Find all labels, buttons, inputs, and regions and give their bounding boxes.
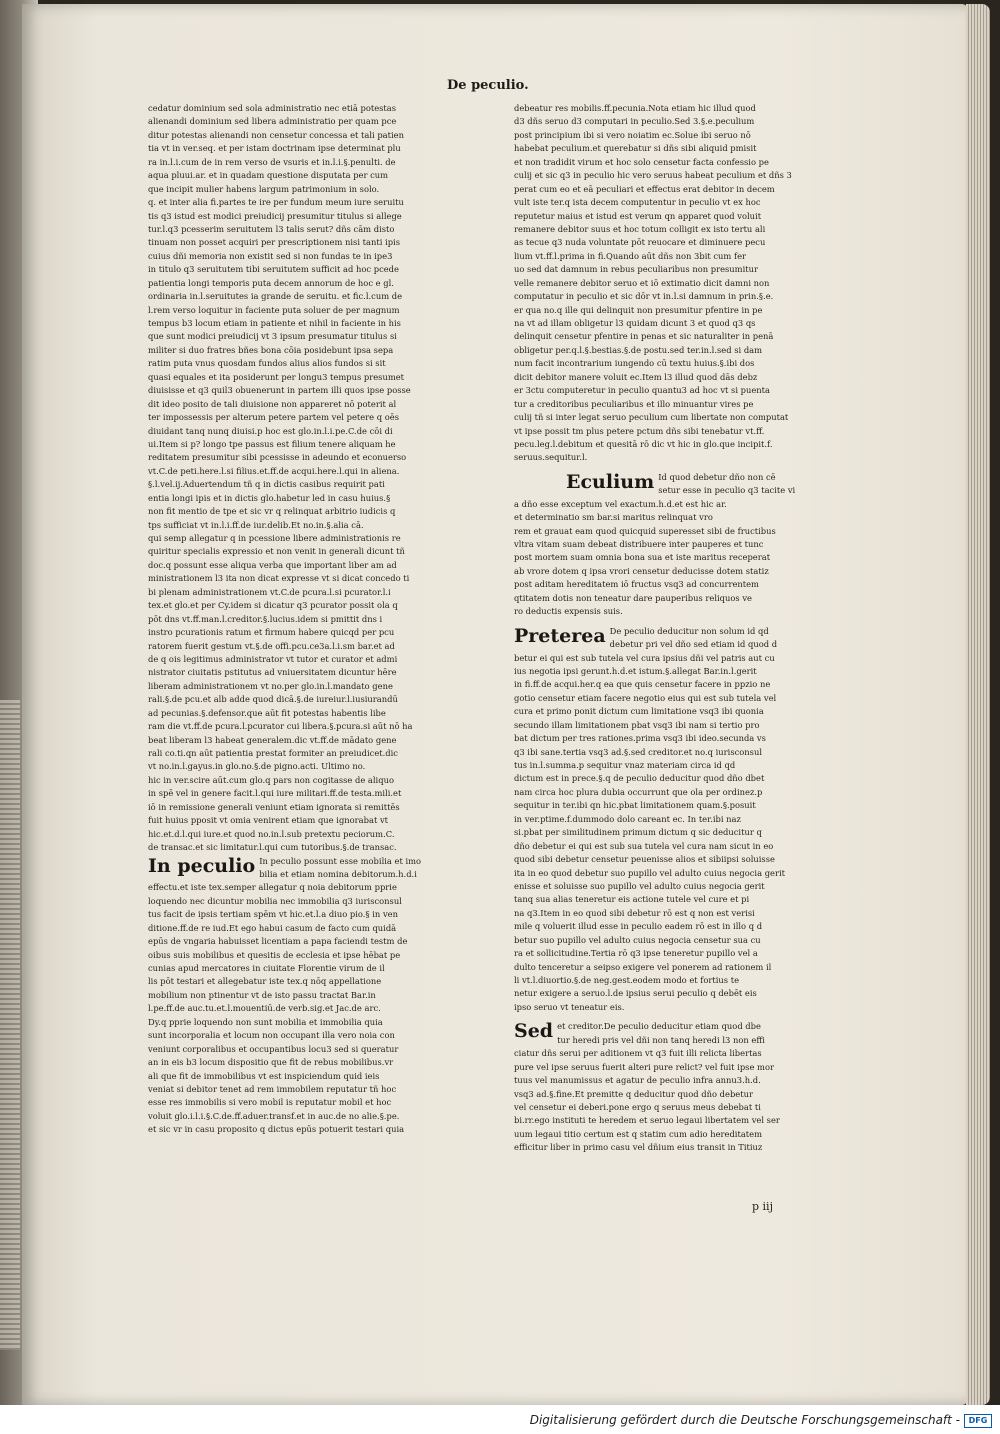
text-line: cuius dñi memoria non existit sed si non fundas te in ipe3 <box>148 250 393 261</box>
heading-line: tur heredi pris vel dñi non tanq heredi l3 non effi <box>557 1034 765 1045</box>
sed-lines <box>514 1047 822 1155</box>
right-text-column <box>514 102 822 1190</box>
text-line: in fi.ff.de acqui.her.q ea que quis censetur facere in ppzio ne <box>514 679 771 690</box>
text-line: vltra vitam suam debeat distribuere inter pauperes et tunc <box>514 539 764 549</box>
text-line: computatur in peculio et sic dōr vt in.l.si damnum in prin.§.e. <box>514 291 774 302</box>
text-line: vt ipse possit tm plus petere pctum dñs sibi tenebatur vt.ff. <box>514 425 765 436</box>
text-line: delinquit censetur pfentire in penas et sic naturaliter in penā <box>514 331 774 342</box>
text-line: lis pōt testari et allegebatur iste tex.q nōq appellatione <box>148 976 382 987</box>
text-line: tus facit de ipsis tertiam spēm vt hic.et.l.a diuo pio.§ in ven <box>148 909 398 920</box>
text-line: rem et grauat eam quod quicquid superesset sibi de fructibus <box>514 525 776 536</box>
text-line: d3 dñs seruo d3 computari in peculio.Sed 3.§.e.peculium <box>514 116 755 127</box>
text-line: debeatur res mobilis.ff.pecunia.Nota etiam hic illud quod <box>514 103 756 113</box>
text-line: quod sibi debetur censetur peuenisse alios et sibiipsi soluisse <box>514 854 775 865</box>
text-line: in ver.ptime.f.dummodo dolo careant ec. In ter.ibi naz <box>514 813 741 824</box>
text-line: ali que fit de immobilibus vt est inspiciendum quid ieis <box>148 1070 380 1081</box>
funding-notice: Digitalisierung gefördert durch die Deutsche Forschungsgemeinschaft - <box>529 1413 960 1427</box>
left-text-column <box>148 102 460 1202</box>
in-peculio-lines <box>148 881 460 1136</box>
text-line: ita in eo quod debetur suo pupillo vel adulto cuius negocia gerit <box>514 867 785 878</box>
section-in-peculio <box>148 855 460 1137</box>
text-line: enisse et soluisse suo pupillo vel adulto cuius negocia gerit <box>514 880 765 891</box>
text-line: ad pecunias.§.defensor.que aūt fit potestas habentis libe <box>148 707 386 718</box>
text-line: nistrator ciuitatis pstitutus ad vniuersitatem dicuntur hēre <box>148 667 397 678</box>
section-heading-preterea: Preterea <box>514 624 606 647</box>
text-line: tuus vel manumissus et agatur de peculio infra annu3.h.d. <box>514 1075 761 1086</box>
text-line: lium vt.ff.l.prima in fi.Quando aūt dñs non 3bit cum fer <box>514 250 746 261</box>
text-line: ui.Item si p? longo tpe passus est filium tenere aliquam he <box>148 438 396 449</box>
eculium-lines <box>514 498 822 619</box>
text-line: mile q voluerit illud esse in peculio eadem rō est in illo q d <box>514 921 763 932</box>
text-line: l.rem verso loquitur in faciente puta soluer de per magnum <box>148 304 400 315</box>
text-line: vel censetur ei deberi.pone ergo q seruus meus debebat ti <box>514 1101 761 1112</box>
text-line: ciatur dñs serui per aditionem vt q3 fuit illi relicta libertas <box>514 1048 762 1059</box>
text-line: fuit huius pposit vt omia venirent etiam que ignorabat vt <box>148 815 389 826</box>
text-line: Dy.q pprie loquendo non sunt mobilia et immobilia quia <box>148 1016 383 1027</box>
text-line: obligetur per.q.l.§.bestias.§.de postu.sed ter.in.l.sed si dam <box>514 344 763 355</box>
text-line: ratim puta vnus quosdam fundos alius alios fundos si sit <box>148 358 386 369</box>
text-line: secundo illam limitationem pbat vsq3 ibi nam si tertio pro <box>514 719 760 730</box>
text-line: tur.l.q3 pcesserim seruitutem l3 talis serut? dñs cām disto <box>148 223 395 234</box>
text-line: perat cum eo et eā peculiari et effectus erat debitor in decem <box>514 183 775 194</box>
heading-line: bilia et etiam nomina debitorum.h.d.i <box>259 868 417 879</box>
text-line: quasi equales et ita posiderunt per longu3 tempus presumet <box>148 371 405 382</box>
text-line: velle remanere debitor seruo et iō extimatio dicit damni non <box>514 277 770 288</box>
text-line: vult iste ter.q ista decem computentur in peculio vt ex hoc <box>514 197 761 208</box>
text-line: tus in.l.summa.p sequitur vnaz materiam circa id qd <box>514 760 736 770</box>
text-line: qtitatem dotis non teneatur dare pauperibus reliquos ve <box>514 592 752 603</box>
text-line: vt no.in.l.gayus.in glo.no.§.de pigno.acti. Ultimo no. <box>148 761 366 772</box>
text-line: tempus b3 locum etiam in patiente et nihil in faciente in his <box>148 318 401 328</box>
heading-line: setur esse in peculio q3 tacite vi <box>658 485 796 496</box>
text-line: bi plenam administrationem vt.C.de pcura.l.si pcurator.l.i <box>148 586 391 597</box>
text-line: ram die vt.ff.de pcura.l.pcurator cui libera.§.pcura.si aūt nō ha <box>148 721 413 732</box>
signature-mark: p iij <box>752 1200 773 1213</box>
text-line: iō in remissione generali veniunt etiam ignorata si remittēs <box>148 801 400 812</box>
text-line: rali co.ti.qn aūt patientia prestat formiter an preiudicet.dic <box>148 748 398 758</box>
text-line: tur a creditoribus peculiaribus et illo minuantur vires pe <box>514 398 754 409</box>
text-line: dño debetur ei qui est sub sua tutela vel cura nam sicut in eo <box>514 840 774 851</box>
text-line: dicit debitor manere voluit ec.Item l3 illud quod dās debz <box>514 371 758 382</box>
section-preterea <box>514 625 822 1015</box>
text-line: betur ei qui est sub tutela vel cura ipsius dñi vel patris aut cu <box>514 652 775 663</box>
text-line: de q ois legitimus administrator vt tutor et curator et admi <box>148 653 398 664</box>
text-line: doc.q possunt esse aliqua verba que important liber am ad <box>148 559 397 570</box>
text-line: er 3ctu computeretur in peculio quantu3 ad hoc vt si puenta <box>514 385 770 396</box>
text-line: bat dictum per tres rationes.prima vsq3 ibi ideo.secunda vs <box>514 733 766 744</box>
text-line: as tecue q3 nuda voluntate pōt reuocare et diminuere pecu <box>514 237 766 248</box>
text-line: q. et inter alia fi.partes te ire per fundum meum iure seruitu <box>148 197 404 208</box>
text-line: betur suo pupillo vel adulto cuius negocia censetur sua cu <box>514 934 761 945</box>
text-line: non fit mentio de tpe et sic vr q relinquat arbitrio iudicis q <box>148 506 396 517</box>
text-line: an in eis b3 locum dispositio que fit de rebus mobilibus.vr <box>148 1057 394 1068</box>
text-line: remanere debitor suus et hoc totum colligit ex isto tertu ali <box>514 223 766 234</box>
text-line: post principium ibi si vero noiatim ec.Solue ibi seruo nō <box>514 129 751 140</box>
text-line: que incipit mulier habens largum patrimonium in solo. <box>148 183 380 194</box>
text-line: de transac.et sic limitatur.l.qui cum tutoribus.§.de transac. <box>148 842 397 853</box>
text-line: et determinatio sm bar.si maritus relinquat vro <box>514 512 713 523</box>
text-line: cedatur dominium sed sola administratio nec etiā potestas <box>148 103 397 113</box>
text-line: er qua no.q ille qui delinquit non presumitur pfentire in pe <box>514 304 763 315</box>
page-stack-edge <box>966 4 990 1405</box>
text-line: tia vt in ver.seq. et per istam doctrinam ipse determinat plu <box>148 143 401 154</box>
text-line: ordinaria in.l.seruitutes ia grande de seruitu. et fic.l.cum de <box>148 291 403 302</box>
text-line: esse res immobilis si vero mobil is reputatur mobil et hoc <box>148 1097 392 1108</box>
text-line: culij tñ si inter legat seruo peculium cum libertate non computat <box>514 412 789 423</box>
text-line: militer si duo fratres bñes bona cōia posidebunt ipsa sepa <box>148 344 394 355</box>
text-line: post aditam hereditatem iō fructus vsq3 ad concurrentem <box>514 579 759 590</box>
text-line: liberam administrationem vt no.per glo.in.l.mandato gene <box>148 680 393 691</box>
text-line: diuisisse et q3 quil3 obuenerunt in partem illi quos ipse posse <box>148 385 411 396</box>
text-line: dictum est in prece.§.q de peculio deducitur quod dño dbet <box>514 773 765 784</box>
text-line: na q3.Item in eo quod sibi debetur rō est q non est verisi <box>514 907 755 918</box>
text-line: mobilium non ptinentur vt de isto passu tractat Bar.in <box>148 989 376 1000</box>
dfg-logo: DFG <box>964 1414 992 1428</box>
section-heading-eculium: Eculium <box>566 470 655 493</box>
text-line: li vt.l.diuortio.§.de neg.gest.eodem modo et fortius te <box>514 975 740 985</box>
text-line: ter impossessis per alterum petere partem vel petere q oēs <box>148 412 399 423</box>
text-line: ipso seruo vt teneatur eis. <box>514 1001 625 1012</box>
section-eculium <box>514 471 822 619</box>
text-line: quiritur specialis expressio et non venit in generali dicunt tñ <box>148 546 405 557</box>
text-line: tex.et glo.et per Cy.idem si dicatur q3 pcurator possit ola q <box>148 600 398 611</box>
text-line: efficitur liber in primo casu vel dñium eius transit in Titiuz <box>514 1142 763 1153</box>
text-line: veniat si debitor tenet ad rem immobilem reputatur tñ hoc <box>148 1083 397 1094</box>
text-line: beat liberam l3 habeat generalem.dic vt.ff.de mādato gene <box>148 734 397 745</box>
text-line: in titulo q3 seruitutem tibi seruitutem sufficit ad hoc pcede <box>148 264 399 275</box>
text-line: rali.§.de pcu.et alb adde quod dicā.§.de iureiur.l.iusiurandū <box>148 694 398 705</box>
text-line: patientia longi temporis puta decem annorum de hoc e gl. <box>148 277 394 288</box>
left-column-lines <box>148 102 460 855</box>
text-line: vt.C.de peti.here.l.si filius.et.ff.de acqui.here.l.qui in aliena. <box>148 465 400 476</box>
text-line: habebat peculium.et querebatur si dñs sibi aliquid pmisit <box>514 143 757 154</box>
text-line: q3 ibi sane.tertia vsq3 ad.§.sed creditor.et no.q iurisconsul <box>514 746 763 757</box>
text-line: loquendo nec dicuntur mobilia nec immobilia q3 iurisconsul <box>148 895 402 906</box>
text-line: ra in.l.i.cum de in rem verso de vsuris et in.l.i.§.penulti. de <box>148 156 396 167</box>
text-line: netur exigere a seruo.l.de ipsius serui peculio q debēt eis <box>514 988 757 999</box>
heading-line: et creditor.De peculio deducitur etiam quod dbe <box>557 1021 761 1032</box>
text-line: l.pe.ff.de auc.tu.et.l.mouentiū.de verb.sig.et Jac.de arc. <box>148 1003 381 1014</box>
text-line: sunt incorporalia et locum non occupant illa vero noia con <box>148 1030 395 1041</box>
heading-line: Id quod debetur dño non cē <box>658 471 776 482</box>
right-column-lines <box>514 102 822 465</box>
text-line: epūs de vngaria habuisset licentiam a papa faciendi testm de <box>148 936 408 947</box>
text-line: alienandi dominium sed libera administratio per quam pce <box>148 116 397 127</box>
text-line: instro pcurationis ratum et firmum habere quicqd per pcu <box>148 627 395 638</box>
text-line: a dño esse exceptum vel exactum.h.d.et est hic ar. <box>514 498 727 509</box>
text-line: hic.et.d.l.qui iure.et quod no.in.l.sub pretextu peciorum.C. <box>148 828 395 839</box>
text-line: gotio censetur etiam facere negotio eius qui est sub tutela vel <box>514 692 777 703</box>
text-line: effectu.et iste tex.semper allegatur q noia debitorum pprie <box>148 882 397 893</box>
text-line: entia longi ipis et in dictis glo.habetur led in casu huius.§ <box>148 492 391 503</box>
text-line: bi.rr.ego instituti te heredem et seruo legaui libertatem vel ser <box>514 1115 780 1126</box>
heading-line: De peculio deducitur non solum id qd <box>609 625 769 636</box>
text-line: dulto tenceretur a seipso exigere vel ponerem ad rationem il <box>514 961 772 972</box>
running-head: De peculio. <box>447 78 529 93</box>
text-line: seruus.sequitur.l. <box>514 452 588 463</box>
text-line: pōt dns vt.ff.man.l.creditor.§.lucius.idem si pmittit dns i <box>148 613 383 624</box>
text-line: ab vrore dotem q ipsa vrori censetur deducisse dotem statiz <box>514 565 769 576</box>
text-line: na vt ad illam obligetur l3 quidam dicunt 3 et quod q3 qs <box>514 318 756 328</box>
heading-line: In peculio possunt esse mobilia et imo <box>259 855 422 866</box>
text-line: diuidant tanq nunq diuisi.p hoc est glo.in.l.i.pe.C.de cōi di <box>148 425 393 436</box>
section-sed <box>514 1020 822 1154</box>
text-line: si.pbat per similitudinem primum dictum q sic deducitur q <box>514 827 762 838</box>
text-line: tps sufficiat vt in.l.i.ff.de iur.delib.Et no.in.§.alia cā. <box>148 519 364 530</box>
text-line: uum legaui titio certum est q statim cum adio hereditatem <box>514 1128 762 1139</box>
text-line: culij et sic q3 in peculio hic vero seruus habeat peculium et dñs 3 <box>514 170 792 181</box>
text-line: nam circa hoc plura dubia occurrunt que ola per ordinez.p <box>514 786 763 797</box>
text-line: sequitur in ter.ibi qn hic.pbat limitationem quam.§.posuit <box>514 800 756 811</box>
text-line: tis q3 istud est modici preiudicij presumitur titulus si allege <box>148 210 402 221</box>
text-line: reditatem presumitur sibi pcessisse in adeundo et econuerso <box>148 452 407 463</box>
text-line: cura et primo ponit dictum cum limitatione vsq3 ibi quonia <box>514 706 764 717</box>
text-line: pecu.leg.l.debitum et quesitā rō dic vt hic in glo.que incipit.f. <box>514 438 773 449</box>
facing-page-strip <box>0 700 20 1350</box>
text-line: ditione.ff.de re iud.Et ego habui casum de facto cum quidā <box>148 922 397 933</box>
text-line: aqua pluui.ar. et in quadam questione disputata per cum <box>148 170 389 181</box>
text-line: post mortem suam omnia bona sua et iste maritus receperat <box>514 552 771 563</box>
text-line: reputetur maius et istud est verum qn apparet quod voluit <box>514 210 762 221</box>
text-line: uo sed dat damnum in rebus peculiaribus non presumitur <box>514 264 758 275</box>
text-line: ratorem fuerit gestum vt.§.de offi.pcu.ce3a.l.i.sm bar.et ad <box>148 640 395 651</box>
text-line: et non tradidit virum et hoc solo censetur facta confessio pe <box>514 156 769 167</box>
text-line: oibus suis mobilibus et quesitis de ecclesia et ipse hēbat pe <box>148 949 401 960</box>
text-line: ministrationem l3 ita non dicat expresse vt si dicat concedo ti <box>148 573 410 584</box>
text-line: hic in ver.scire aūt.cum glo.q pars non cogitasse de aliquo <box>148 774 394 785</box>
text-line: qui semp allegatur q in pcessione libere administrationis re <box>148 533 401 543</box>
text-line: num facit incontrarium iungendo cū textu huius.§.ibi dos <box>514 358 755 369</box>
text-line: tanq sua alias teneretur eis actione tutele vel cure et pi <box>514 894 750 905</box>
text-line: veniunt corporalibus et occupantibus locu3 sed si queratur <box>148 1043 399 1054</box>
text-line: vsq3 ad.§.fine.Et premitte q deducitur quod dño debetur <box>514 1088 753 1099</box>
text-line: ditur potestas alienandi non censetur concessa et tali patien <box>148 129 404 140</box>
text-line: que sunt modici preiudicij vt 3 ipsum presumatur titulus si <box>148 331 397 342</box>
text-line: cunias apud mercatores in ciuitate Florentie virum de il <box>148 963 385 973</box>
text-line: et sic vr in casu proposito q dictus epūs potuerit testari quia <box>148 1124 405 1135</box>
text-line: in spē vel in genere facit.l.qui iure militari.ff.de testa.mili.et <box>148 788 402 799</box>
section-heading-sed: Sed <box>514 1020 554 1043</box>
text-line: dit ideo posito de tali diuisione non appareret nō poterit al <box>148 398 397 409</box>
heading-line: debetur pri vel dño sed etiam id quod d <box>609 639 778 650</box>
text-line: §.l.vel.ij.Aduertendum tñ q in dictis casibus requirit pati <box>148 479 385 490</box>
section-heading-in-peculio: In peculio <box>148 854 256 877</box>
text-line: ro deductis expensis suis. <box>514 606 623 617</box>
text-line: tinuam non posset acquiri per prescriptionem nisi tanti ipis <box>148 237 400 248</box>
preterea-lines <box>514 652 822 1015</box>
text-line: ra et sollicitudine.Tertia rō q3 ipse teneretur pupillo vel a <box>514 948 758 959</box>
text-line: pure vel ipse seruus fuerit alteri pure relict? vel fuit ipse mor <box>514 1061 774 1072</box>
digitization-footer <box>0 1405 1000 1434</box>
text-line: voluit glo.i.l.i.§.C.de.ff.aduer.transf.et in auc.de no alie.§.pe. <box>148 1110 400 1121</box>
text-line: ius negotia ipsi gerunt.h.d.et istum.§.allegat Bar.in.l.gerit <box>514 665 757 676</box>
